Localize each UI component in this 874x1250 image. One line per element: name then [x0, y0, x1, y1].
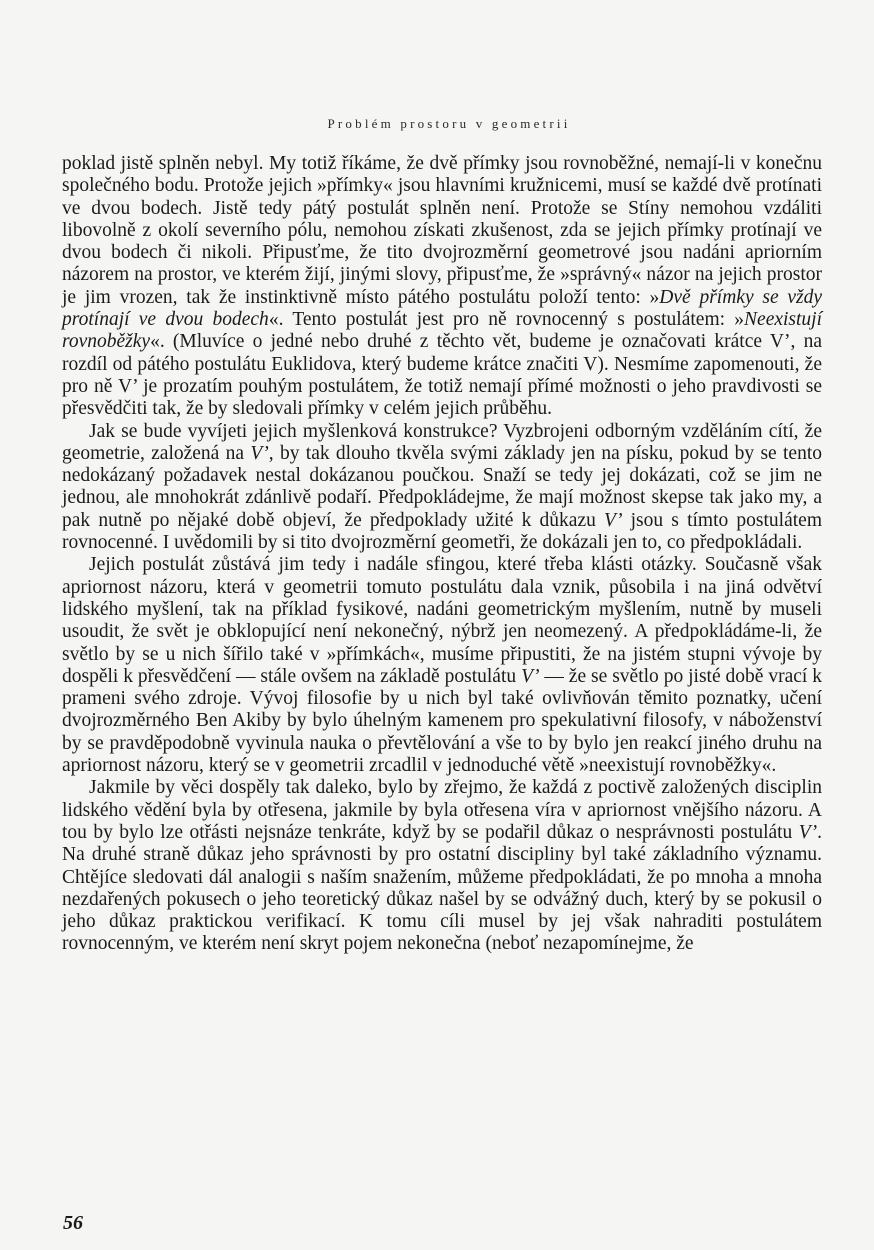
text-run: Jakmile by věci dospěly tak daleko, bylo by zřejmo, že každá z poctivě založených disciplin lidského vědění byla by otřesena, jakmile by byla otřesena víra v apriornost vnějšího názoru. A tou by bylo lze otřásti nejsnáze tenkráte, když by se podařil důkaz o nesprávnosti postulátu [62, 777, 822, 843]
running-header: Problém prostoru v geometrii [327, 116, 571, 131]
italic-phrase: V’ [250, 442, 269, 464]
page-number: 56 [63, 1212, 83, 1234]
text-run: jsou s tímto postulátem rovnocenné. I uvědomili by si tito dvojrozměrní geometři, že dokázali jen to, co předpokládali. [62, 509, 822, 554]
text-run: «. Tento postulát jest pro ně rovnocenný s postulátem: » [268, 309, 745, 331]
italic-phrase: V’ [521, 665, 540, 687]
text-run: Jak se bude vyvíjeti jejich myšlenková konstrukce? Vyzbrojeni odborným vzděláním cítí, že geometrie, založená na [62, 420, 822, 464]
text-run: poklad jistě splněn nebyl. My totiž říkáme, že dvě přímky jsou rovnoběžné, nemají-li v konečnu společného bodu. Protože jejich »přímky« jsou hlavními kružnicemi, musí se každé dvě protínati ve dvou bodech. Jistě tedy pátý postulát splněn není. Protože se Stíny nemohou vzdáliti libovolně z okolí severního pólu, nemohou získati zkušenost, zda se jejich přímky protínají ve dvou bodech či nikoli. Připusťme, že tito dvojrozměrní geometrové jsou nadáni apriorním názorem na prostor, ve kterém žijí, jinými slovy, připusťme, že »správný« názor na jejich prostor je jim vrozen, tak že instinktivně místo pátého postulátu položí tento: » [62, 153, 822, 308]
body-text [62, 153, 822, 956]
italic-phrase: Dvě přímky se vždy protínají ve dvou bodech [62, 286, 823, 331]
italic-phrase: Neexistují rovnoběžky [62, 309, 823, 353]
text-run: , by tak dlouho tkvěla svými základy jen na písku, pokud by se tento nedokázaný požadavek nestal dokázanou poučkou. Snaží se tedy jej dokázati, což se jim ne jednou, ale mnohokrát zdánlivě podaří. Předpokládejme, že mají možnost skepse tak jako my, a pak nutně po nějaké době objeví, že předpoklady užité k důkazu [62, 442, 822, 531]
text-run: Jejich postulát zůstává jim tedy i nadále sfingou, které třeba klásti otázky. Současně však apriornost názoru, která v geometrii tomuto postulátu dala vznik, působila i na jiná odvětví lidského myšlení, tak na příklad fysikové, nadáni geometrickým myšlením, nutně by museli usoudit, že svět je obklopující není nekonečný, nýbrž jen neomezený. A předpokládáme-li, že světlo by se u nich šířilo také v »přímkách«, musíme připustiti, že na jistém stupni vývoje by dospěli k přesvědčení — stále ovšem na základě postulátu [62, 554, 822, 687]
text-run: «. (Mluvíce o jedné nebo druhé z těchto vět, budeme je označovati krátce V’, na rozdíl od pátého postulátu Euklidova, který budeme krátce značiti V). Nesmíme zapomenouti, že pro ně V’ je prozatím pouhým postulátem, že totiž nemají přímé možnosti o jeho pravdivosti se přesvědčiti tak, že by sledovali přímky v celém jejich průběhu. [62, 331, 822, 420]
paragraph [62, 554, 822, 777]
text-run: . Na druhé straně důkaz jeho správnosti by pro ostatní discipliny byl také základního významu. Chtějíce sledovati dál analogii s naším snažením, můžeme předpokládati, že po mnoha a mnoha nezdařených pokusech o jeho teoretický důkaz našel by se odvážný duch, který by se pokusil o jeho důkaz praktickou verifikací. K tomu cíli musel by jej však nahraditi postulátem rovnocenným, ve kterém není skryt pojem nekonečna (neboť nezapomínejme, že [62, 821, 822, 955]
paragraph [62, 153, 822, 421]
italic-phrase: V’ [798, 821, 818, 843]
paragraph [62, 421, 822, 555]
italic-phrase: V’ [604, 509, 623, 531]
paragraph [62, 777, 822, 955]
text-run: — že se světlo po jisté době vrací k prameni svého zdroje. Vývoj filosofie by u nich byl také ovlivňován těmito poznatky, učení dvojrozměrného Ben Akiby by bylo úhelným kamenem pro spekulativní filosofy, v náboženství by se pravděpodobně vyvinula nauka o převtělování a vše to by bylo jen reakcí jiného druhu na apriornost názoru, který se v geometrii zrcadlil v jednoduché větě »neexistují rovnoběžky«. [62, 665, 822, 777]
